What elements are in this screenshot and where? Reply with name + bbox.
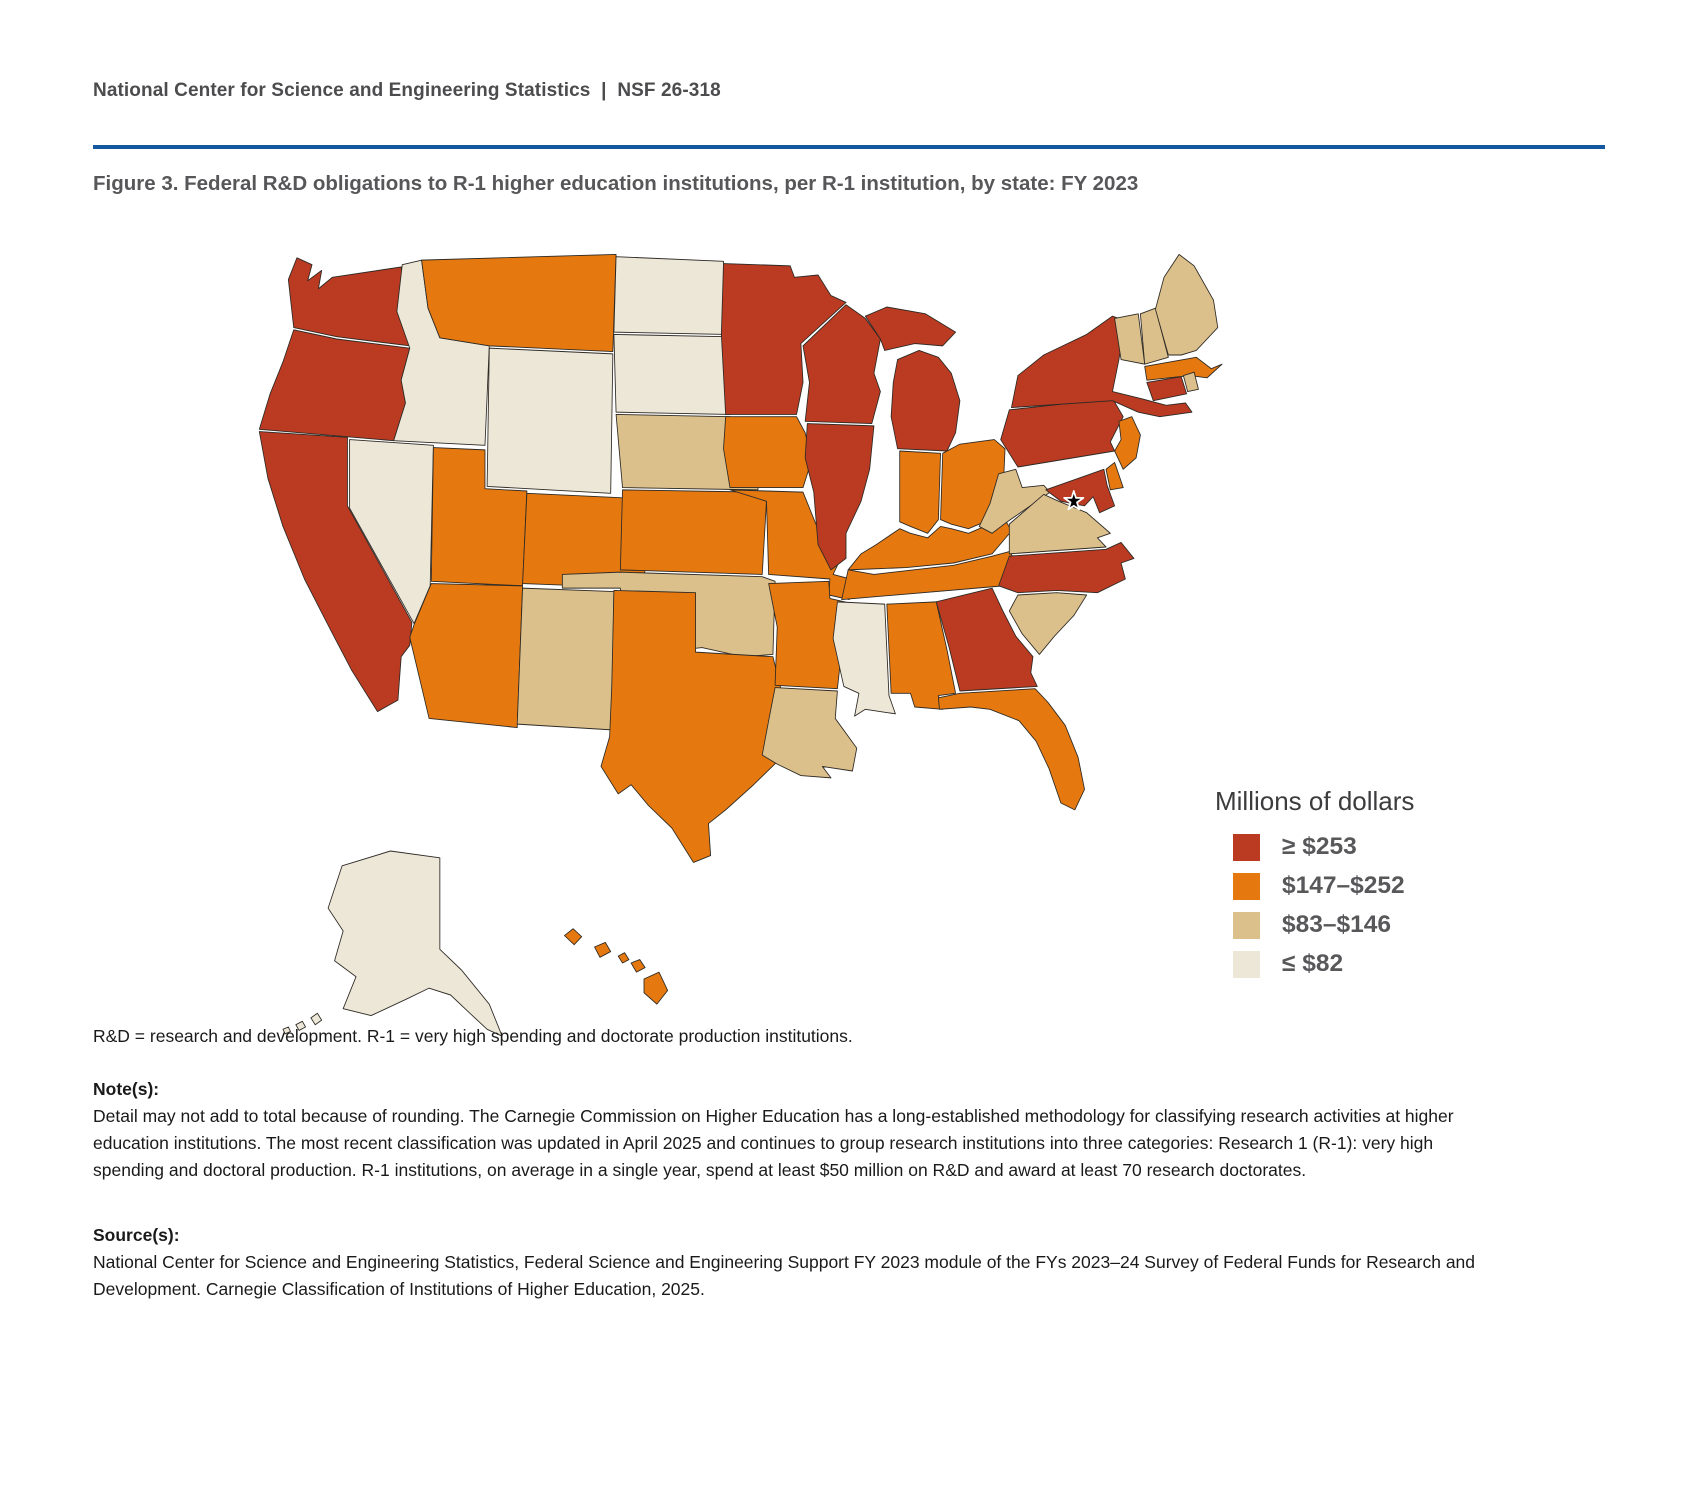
legend-swatch-red: [1233, 834, 1260, 861]
state-IA: [724, 417, 812, 488]
legend-item: [1215, 872, 1445, 900]
legend-swatch-tan: [1233, 912, 1260, 939]
choropleth-map-area: [240, 243, 1450, 1043]
state-HI: [564, 929, 667, 1004]
state-MT: [422, 254, 616, 351]
report-header: National Center for Science and Engineering Statistics | NSF 26-318: [93, 80, 721, 101]
state-IN: [900, 451, 941, 533]
map-legend: [1215, 786, 1445, 989]
state-KS: [620, 490, 766, 575]
us-choropleth-map: [240, 243, 1250, 1043]
notes-text: Detail may not add to total because of rounding. The Carnegie Commission on Higher Education has a long-established methodology for classifying research activities at higher education institutions. The most recent classification was updated in April 2025 and continues to group research institutions into three categories: Research 1 (R-1): very high spending and doctoral production. R-1 institutions, on average in a single year, spend at least $50 million on R&D and award at least 70 research doctorates.: [93, 1106, 1454, 1180]
state-AK: [283, 851, 502, 1036]
legend-label: ≤ $82: [1282, 950, 1344, 977]
state-MS: [833, 602, 895, 716]
state-CT: [1147, 377, 1187, 401]
sources-text: National Center for Science and Engineering Statistics, Federal Science and Engineering Support FY 2023 module of the FYs 2023–24 Survey of Federal Funds for Research and Development. Carnegie Classification of Institutions of Higher Education, 2025.: [93, 1252, 1476, 1299]
sources-block: [93, 1222, 1485, 1303]
notes-block: [93, 1076, 1485, 1184]
legend-label: ≥ $253: [1282, 833, 1357, 860]
state-LA: [762, 688, 857, 778]
state-MI: [865, 307, 960, 451]
state-OR: [259, 330, 409, 441]
abbreviation-note: R&D = research and development. R-1 = very high spending and doctorate production institutions.: [93, 1026, 853, 1046]
notes-label: Note(s):: [93, 1079, 160, 1099]
state-FL: [938, 689, 1084, 810]
legend-swatch-cream: [1233, 951, 1260, 978]
legend-item: [1215, 950, 1445, 978]
legend-item: [1215, 911, 1445, 939]
state-ME: [1155, 254, 1217, 355]
state-AZ: [410, 584, 523, 728]
state-WY: [487, 348, 613, 493]
sources-label: Source(s):: [93, 1225, 180, 1245]
figure-title: Figure 3. Federal R&D obligations to R-1 higher education institutions, per R-1 institution, by state: FY 2023: [93, 172, 1139, 195]
legend-label: $147–$252: [1282, 872, 1405, 899]
legend-label: $83–$146: [1282, 911, 1392, 938]
state-shapes: [259, 254, 1222, 1036]
legend-swatch-orange: [1233, 873, 1260, 900]
state-ND: [614, 257, 726, 335]
state-DE: [1106, 462, 1123, 489]
state-SD: [614, 334, 730, 414]
legend-item: [1215, 833, 1445, 861]
state-NM: [517, 588, 614, 730]
legend-title: Millions of dollars: [1215, 786, 1415, 816]
divider-rule: [93, 145, 1605, 149]
state-PA: [1001, 398, 1123, 467]
